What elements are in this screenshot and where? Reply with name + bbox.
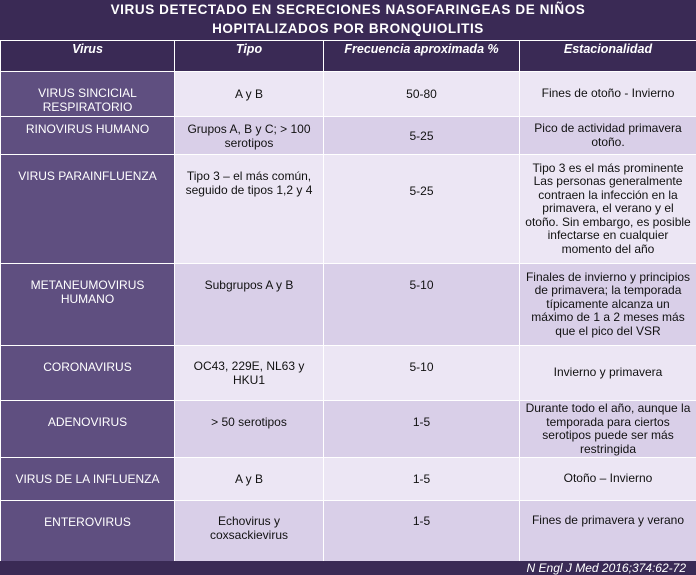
cell-virus: RINOVIRUS HUMANO — [1, 117, 175, 155]
table-row — [1, 501, 696, 563]
cell-tipo: Grupos A, B y C; > 100 serotipos — [175, 117, 324, 155]
cell-virus: ENTEROVIRUS — [1, 501, 175, 563]
cell-virus: VIRUS DE LA INFLUENZA — [1, 458, 175, 501]
cell-tipo: Subgrupos A y B — [175, 264, 324, 346]
table-row — [1, 155, 696, 264]
citation-footer — [0, 561, 696, 575]
citation-text: N Engl J Med 2016;374:62-72 — [526, 561, 686, 575]
cell-virus: VIRUS PARAINFLUENZA — [1, 155, 175, 264]
cell-tipo: Echovirus y coxsackievirus — [175, 501, 324, 563]
header-row — [1, 41, 696, 72]
cell-frecuencia: 50-80 — [324, 72, 520, 117]
table-row — [1, 401, 696, 458]
table-row — [1, 264, 696, 346]
cell-frecuencia: 5-25 — [324, 117, 520, 155]
header-tipo: Tipo — [175, 41, 324, 72]
cell-estacionalidad: Pico de actividad primavera otoño. — [520, 117, 696, 155]
table-row — [1, 117, 696, 155]
cell-virus: CORONAVIRUS — [1, 346, 175, 401]
cell-frecuencia: 1-5 — [324, 401, 520, 458]
cell-tipo: Tipo 3 – el más común, seguido de tipos 1,2 y 4 — [175, 155, 324, 264]
cell-tipo: OC43, 229E, NL63 y HKU1 — [175, 346, 324, 401]
cell-estacionalidad: Tipo 3 es el más prominente Las personas generalmente contraen la infección en la primavera, el verano y el otoño. Sin embargo, es posible infectarse en cualquier momento del año — [520, 155, 696, 264]
cell-frecuencia: 1-5 — [324, 501, 520, 563]
virus-table — [0, 40, 696, 563]
cell-tipo: > 50 serotipos — [175, 401, 324, 458]
table-row — [1, 346, 696, 401]
header-virus: Virus — [1, 41, 175, 72]
title-line-2: HOPITALIZADOS POR BRONQUIOLITIS — [212, 21, 484, 36]
cell-tipo: A y B — [175, 72, 324, 117]
cell-estacionalidad: Fines de otoño - Invierno — [520, 72, 696, 117]
cell-tipo: A y B — [175, 458, 324, 501]
cell-frecuencia: 5-10 — [324, 264, 520, 346]
cell-estacionalidad: Invierno y primavera — [520, 346, 696, 401]
cell-frecuencia: 5-10 — [324, 346, 520, 401]
cell-virus: VIRUS SINCICIAL RESPIRATORIO — [1, 72, 175, 117]
cell-estacionalidad: Finales de invierno y principios de primavera; la temporada típicamente alcanza un máximo de 1 a 2 meses más que el pico del VSR — [520, 264, 696, 346]
cell-virus: METANEUMOVIRUS HUMANO — [1, 264, 175, 346]
cell-estacionalidad: Otoño – Invierno — [520, 458, 696, 501]
slide-title — [0, 0, 696, 40]
cell-estacionalidad: Durante todo el año, aunque la temporada para ciertos serotipos puede ser más restringida — [520, 401, 696, 458]
table-row — [1, 458, 696, 501]
cell-frecuencia: 5-25 — [324, 155, 520, 264]
header-estacionalidad: Estacionalidad — [520, 41, 696, 72]
table-row — [1, 72, 696, 117]
cell-virus: ADENOVIRUS — [1, 401, 175, 458]
cell-frecuencia: 1-5 — [324, 458, 520, 501]
cell-estacionalidad: Fines de primavera y verano — [520, 501, 696, 563]
title-line-1: VIRUS DETECTADO EN SECRECIONES NASOFARINGEAS DE NIÑOS — [110, 2, 586, 17]
header-frecuencia: Frecuencia aproximada % — [324, 41, 520, 72]
